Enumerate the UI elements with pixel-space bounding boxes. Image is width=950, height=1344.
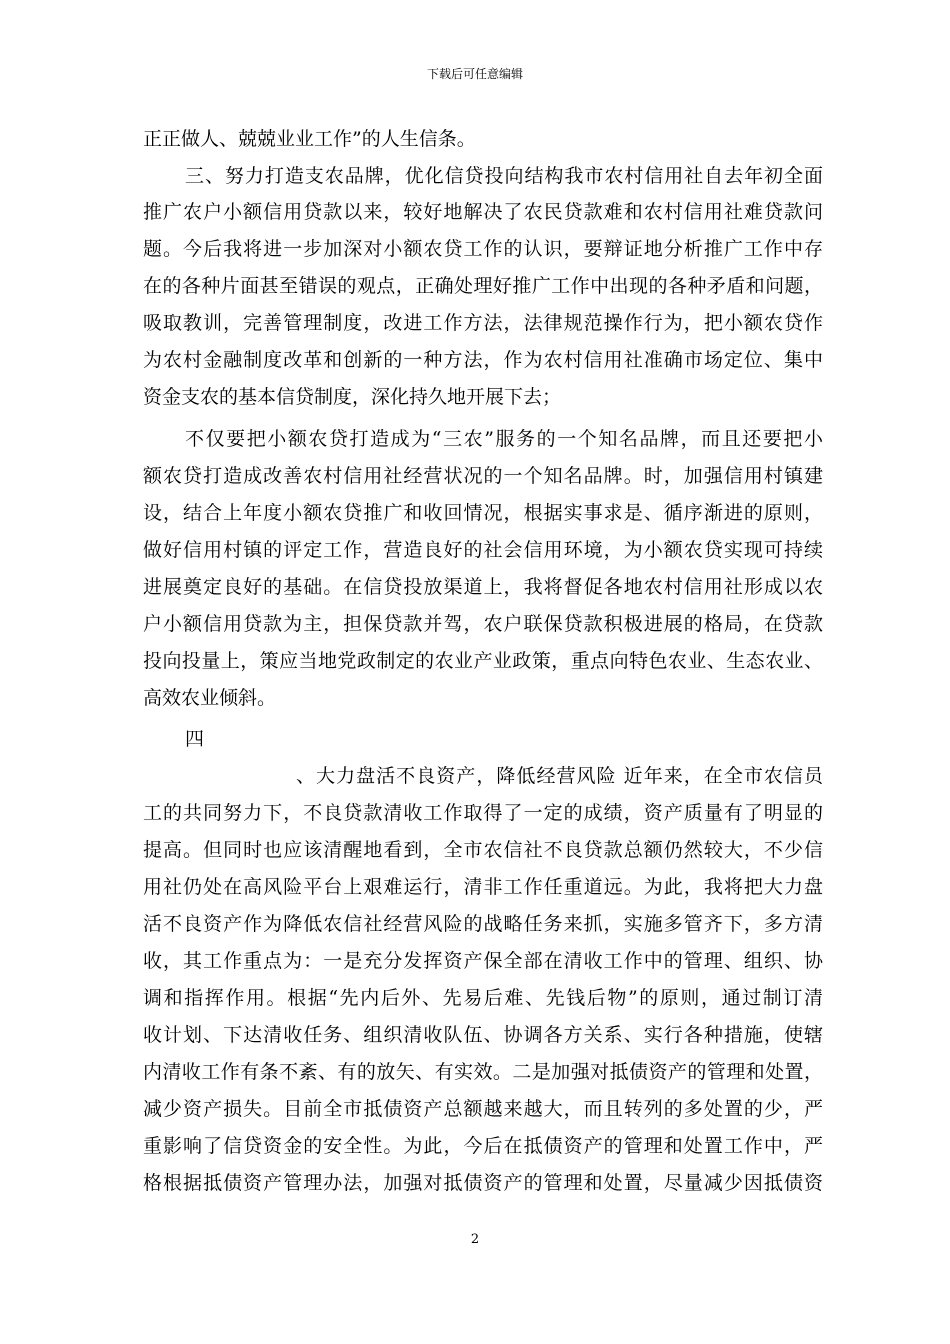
text-line: 吸取教训，完善管理制度，改进工作方法，法律规范操作行为，把小额农贷作 — [143, 312, 823, 334]
text-line: 收计划、下达清收任务、组织清收队伍、协调各方关系、实行各种措施，使辖 — [143, 1024, 823, 1046]
text-line: 提高。但同时也应该清醒地看到，全市农信社不良贷款总额仍然较大，不少信 — [143, 839, 823, 861]
text-line: 资金支农的基本信贷制度，深化持久地开展下去； — [143, 386, 562, 408]
text-line: 推广农户小额信用贷款以来，较好地解决了农民贷款难和农村信用社难贷款问 — [143, 201, 823, 223]
text-line: 调和指挥作用。根据“先内后外、先易后难、先钱后物”的原则，通过制订清 — [143, 987, 823, 1009]
text-line: 四 — [185, 728, 205, 750]
page-number: 2 — [470, 1232, 480, 1247]
text-line: 内清收工作有条不紊、有的放矢、有实效。二是加强对抵债资产的管理和处置， — [143, 1061, 823, 1083]
text-line: 收，其工作重点为：一是充分发挥资产保全部在清收工作中的管理、组织、协 — [143, 950, 823, 972]
text-line: 额农贷打造成改善农村信用社经营状况的一个知名品牌。时，加强信用村镇建 — [143, 465, 823, 487]
text-line: 不仅要把小额农贷打造成为“三农”服务的一个知名品牌，而且还要把小 — [185, 428, 823, 450]
text-line: 、大力盘活不良资产，降低经营风险 近年来，在全市农信员 — [296, 765, 823, 787]
text-line: 做好信用村镇的评定工作，营造良好的社会信用环境，为小额农贷实现可持续 — [143, 539, 823, 561]
text-line: 三、努力打造支农品牌，优化信贷投向结构我市农村信用社自去年初全面 — [185, 165, 823, 187]
text-line: 正正做人、兢兢业业工作”的人生信条。 — [143, 128, 476, 150]
text-line: 题。今后我将进一步加深对小额农贷工作的认识，要辩证地分析推广工作中存 — [143, 238, 823, 260]
text-line: 为农村金融制度改革和创新的一种方法，作为农村信用社准确市场定位、集中 — [143, 349, 823, 371]
page-header: 下载后可任意编辑 — [426, 67, 523, 81]
text-line: 在的各种片面甚至错误的观点，正确处理好推广工作中出现的各种矛盾和问题， — [143, 275, 823, 297]
text-line: 格根据抵债资产管理办法，加强对抵债资产的管理和处置，尽量减少因抵债资 — [143, 1172, 823, 1194]
text-line: 减少资产损失。目前全市抵债资产总额越来越大，而且转列的多处置的少，严 — [143, 1098, 823, 1120]
text-line: 高效农业倾斜。 — [143, 687, 277, 709]
text-line: 活不良资产作为降低农信社经营风险的战略任务来抓，实施多管齐下，多方清 — [143, 913, 823, 935]
text-line: 工的共同努力下，不良贷款清收工作取得了一定的成绩，资产质量有了明显的 — [143, 802, 823, 824]
text-line: 设，结合上年度小额农贷推广和收回情况，根据实事求是、循序渐进的原则， — [143, 502, 823, 524]
text-line: 重影响了信贷资金的安全性。为此，今后在抵债资产的管理和处置工作中，严 — [143, 1135, 823, 1157]
text-line: 投向投量上，策应当地党政制定的农业产业政策，重点向特色农业、生态农业、 — [143, 650, 823, 672]
text-line: 进展奠定良好的基础。在信贷投放渠道上，我将督促各地农村信用社形成以农 — [143, 576, 823, 598]
text-line: 户小额信用贷款为主，担保贷款并驾，农户联保贷款积极进展的格局，在贷款 — [143, 613, 823, 635]
text-line: 用社仍处在高风险平台上艰难运行，清非工作任重道远。为此，我将把大力盘 — [143, 876, 823, 898]
